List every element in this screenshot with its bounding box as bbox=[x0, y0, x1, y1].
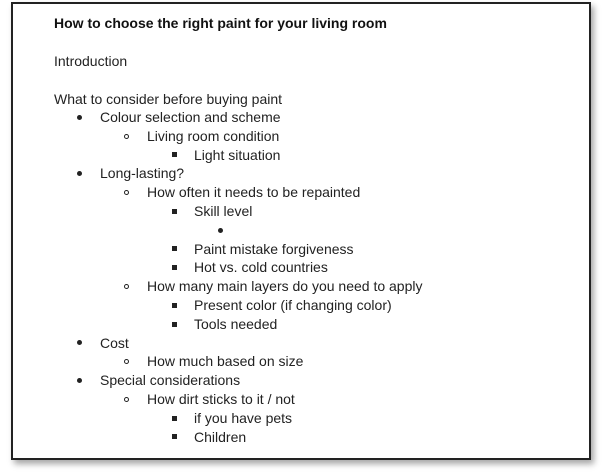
list-item-text: Cost bbox=[100, 334, 129, 351]
list-item-text: Hot vs. cold countries bbox=[194, 259, 328, 276]
filled-bullet-icon bbox=[72, 371, 86, 390]
list-item-text: Tools needed bbox=[194, 315, 278, 332]
list-item-text: How many main layers do you need to apply bbox=[147, 278, 423, 295]
square-bullet-icon bbox=[167, 315, 181, 334]
list-item-text: if you have pets bbox=[194, 409, 293, 426]
list-item-text: Skill level bbox=[194, 202, 253, 219]
hollow-bullet-icon bbox=[119, 127, 133, 146]
filled-bullet-icon bbox=[72, 334, 86, 353]
list-item-text: How much based on size bbox=[147, 353, 304, 370]
introduction-paragraph: Introduction bbox=[54, 53, 128, 69]
list-item-text: Children bbox=[194, 428, 247, 445]
list-item-text: Long-lasting? bbox=[100, 165, 185, 182]
list-item-text: Colour selection and scheme bbox=[100, 109, 281, 125]
list-item-text: Living room condition bbox=[147, 127, 280, 144]
square-bullet-icon bbox=[167, 409, 181, 428]
list-item-text: How often it needs to be repainted bbox=[147, 184, 361, 201]
hollow-bullet-icon bbox=[119, 352, 133, 371]
filled-bullet-icon bbox=[72, 164, 86, 183]
list-item-text: How dirt sticks to it / not bbox=[147, 390, 295, 407]
list-item-text: Light situation bbox=[194, 146, 281, 163]
document-title: How to choose the right paint for your living room bbox=[54, 15, 387, 31]
square-bullet-icon bbox=[167, 146, 181, 165]
square-bullet-icon bbox=[167, 428, 181, 447]
square-bullet-icon bbox=[167, 296, 181, 315]
list-item-text: Special considerations bbox=[100, 372, 241, 389]
filled-bullet-icon bbox=[72, 108, 86, 127]
document-frame bbox=[11, 2, 591, 460]
hollow-bullet-icon bbox=[119, 183, 133, 202]
square-bullet-icon bbox=[167, 240, 181, 259]
list-item-text: Paint mistake forgiveness bbox=[194, 240, 354, 257]
hollow-bullet-icon bbox=[119, 277, 133, 296]
square-bullet-icon bbox=[167, 202, 181, 221]
section-heading: What to consider before buying paint bbox=[54, 91, 283, 107]
list-item-text: Present color (if changing color) bbox=[194, 296, 392, 313]
filled-bullet-icon bbox=[213, 221, 227, 240]
square-bullet-icon bbox=[167, 258, 181, 277]
hollow-bullet-icon bbox=[119, 390, 133, 409]
